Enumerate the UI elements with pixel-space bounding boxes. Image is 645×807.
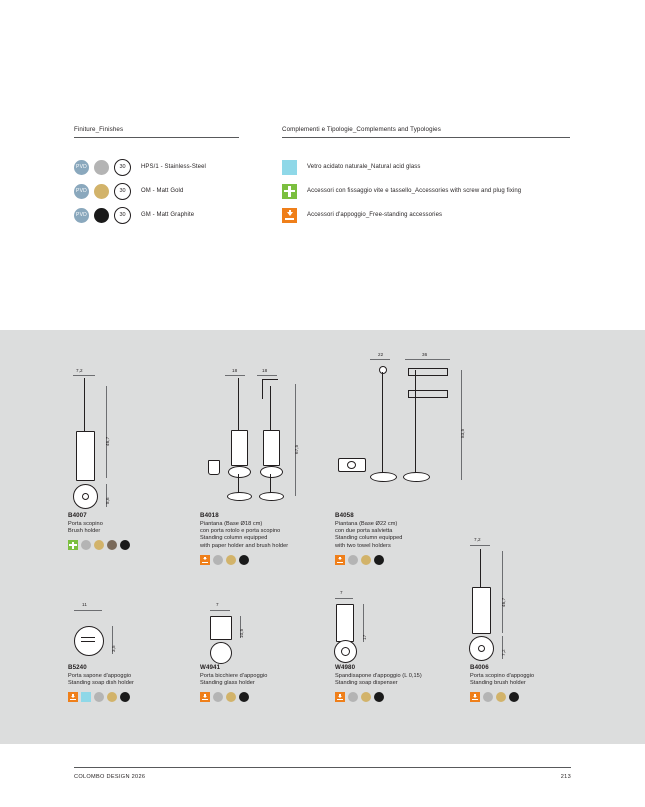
dim-top: 7,2 [76, 368, 83, 373]
dim-height: 83,5 [460, 428, 465, 438]
product-desc-en2: with two towel holders [335, 542, 391, 549]
product-b5240 [68, 664, 188, 702]
product-code: B4018 [200, 512, 219, 519]
product-code: B5240 [68, 664, 87, 671]
b4058-drawing [330, 348, 480, 508]
footer-brand: COLOMBO DESIGN 2026 [74, 774, 146, 780]
dim-height: 67,5 [294, 444, 299, 454]
product-chips [335, 692, 475, 702]
finishes-list [74, 157, 282, 225]
chip-gold [361, 555, 371, 565]
product-desc-en: Standing column equipped [335, 535, 403, 542]
chip-free-standing-icon [335, 555, 345, 565]
dim-right: 36 [422, 352, 428, 357]
complements-list [282, 157, 574, 225]
dim-bottom: 7,2 [501, 649, 506, 656]
dim-left: 18 [232, 368, 238, 373]
product-desc-en2: with paper holder and brush holder [200, 542, 289, 549]
chip-glass [81, 692, 91, 702]
dim-side: 10,5 [239, 628, 244, 638]
dim-bottom: 8,6 [105, 497, 110, 504]
product-desc-it: Porta scopino [68, 520, 103, 527]
chip-graphite [374, 555, 384, 565]
product-b4006 [470, 664, 600, 702]
product-desc-it: Porta sapone d'appoggio [68, 672, 132, 679]
chip-free-standing-icon [68, 692, 78, 702]
chip-gold [94, 540, 104, 550]
finish-row [74, 181, 282, 201]
chip-graphite [374, 692, 384, 702]
product-desc-it: Piantana (Base Ø18 cm) [200, 520, 263, 527]
product-desc-en: Standing brush holder [470, 679, 526, 686]
finishes-column [74, 126, 282, 229]
complements-column [282, 126, 574, 229]
dim-side: 46,7 [105, 436, 110, 446]
product-desc-en: Brush holder [68, 527, 101, 534]
chip-steel [213, 555, 223, 565]
chip-free-standing-icon [335, 692, 345, 702]
product-code: W4980 [335, 664, 356, 671]
product-chips [68, 540, 178, 550]
product-code: W4941 [200, 664, 221, 671]
chip-steel [483, 692, 493, 702]
w4941-drawing [200, 600, 280, 660]
product-desc-it: Piantana (Base Ø22 cm) [335, 520, 398, 527]
pvd-badge: PVD [74, 184, 89, 199]
product-chips [200, 692, 330, 702]
free-standing-icon [282, 208, 297, 223]
product-code: B4058 [335, 512, 354, 519]
finishes-title: Finiture_Finishes [74, 126, 239, 138]
finish-row [74, 157, 282, 177]
chip-brown [107, 540, 117, 550]
product-desc-en: Standing soap dispenser [335, 679, 398, 686]
b4007-drawing [68, 366, 138, 506]
page-footer [74, 767, 571, 780]
product-code: B4007 [68, 512, 87, 519]
chip-graphite [239, 692, 249, 702]
complements-title: Complementi e Tipologie_Complements and Typologies [282, 126, 570, 138]
dim-side: 17 [362, 634, 367, 640]
product-desc-it2: con porta rotolo e porta scopino [200, 527, 281, 534]
finish-swatch-gold [94, 184, 109, 199]
dim-side: 3,5 [111, 645, 116, 652]
dim-top: 7 [216, 602, 219, 607]
dim-side: 46,7 [501, 597, 506, 607]
product-b4018 [200, 512, 345, 565]
b4006-drawing [462, 535, 542, 660]
product-desc-it: Porta bicchiere d'appoggio [200, 672, 268, 679]
finish-row [74, 205, 282, 225]
glass-swatch-icon [282, 160, 297, 175]
product-chips [68, 692, 188, 702]
finish-label: GM - Matt Graphite [141, 212, 195, 218]
product-chips [200, 555, 345, 565]
finish-label: HPS/1 - Stainless-Steel [141, 164, 206, 170]
chip-graphite [509, 692, 519, 702]
product-code: B4006 [470, 664, 489, 671]
chip-steel [348, 692, 358, 702]
product-desc-en: Standing glass holder [200, 679, 255, 686]
dim-top: 7,2 [474, 537, 481, 542]
product-panel [0, 330, 645, 744]
product-w4980 [335, 664, 475, 702]
warranty-badge: 30 [114, 207, 131, 224]
chip-graphite [120, 692, 130, 702]
complement-label: Vetro acidato naturale_Natural acid glass [307, 164, 421, 170]
pvd-badge: PVD [74, 208, 89, 223]
chip-free-standing-icon [200, 692, 210, 702]
dim-top: 7 [340, 590, 343, 595]
complement-row [282, 157, 574, 177]
page-number: 213 [560, 774, 571, 780]
screw-fixing-icon [282, 184, 297, 199]
product-desc-it: Porta scopino d'appoggio [470, 672, 535, 679]
chip-gold [361, 692, 371, 702]
finish-label: OM - Matt Gold [141, 188, 184, 194]
chip-steel [81, 540, 91, 550]
product-desc-it2: con due porta salvietta [335, 527, 393, 534]
chip-gold [496, 692, 506, 702]
complement-label: Accessori con fissaggio vite e tassello_Accessories with screw and plug fixing [307, 188, 522, 194]
finish-swatch-graphite [94, 208, 109, 223]
b4018-drawing [200, 366, 330, 506]
warranty-badge: 30 [114, 183, 131, 200]
dim-top: 11 [82, 602, 87, 607]
pvd-badge: PVD [74, 160, 89, 175]
product-b4007 [68, 512, 178, 550]
complement-label: Accessori d'appoggio_Free-standing accessories [307, 212, 443, 218]
product-w4941 [200, 664, 330, 702]
chip-graphite [239, 555, 249, 565]
chip-gold [226, 692, 236, 702]
product-desc-en: Standing column equipped [200, 535, 268, 542]
chip-free-standing-icon [200, 555, 210, 565]
warranty-badge: 30 [114, 159, 131, 176]
dim-left: 22 [378, 352, 384, 357]
legend-section [74, 126, 574, 229]
w4980-drawing [330, 588, 410, 660]
chip-steel [348, 555, 358, 565]
chip-gold [107, 692, 117, 702]
chip-graphite [120, 540, 130, 550]
complement-row [282, 205, 574, 225]
chip-gold [226, 555, 236, 565]
finish-swatch-steel [94, 160, 109, 175]
b5240-drawing [68, 600, 148, 660]
product-chips [470, 692, 600, 702]
complement-row [282, 181, 574, 201]
chip-screw-icon [68, 540, 78, 550]
chip-free-standing-icon [470, 692, 480, 702]
chip-steel [94, 692, 104, 702]
dim-right: 18 [262, 368, 268, 373]
product-desc-it: Spandisapone d'appoggio (L 0,15) [335, 672, 422, 679]
product-desc-en: Standing soap dish holder [68, 679, 134, 686]
chip-steel [213, 692, 223, 702]
